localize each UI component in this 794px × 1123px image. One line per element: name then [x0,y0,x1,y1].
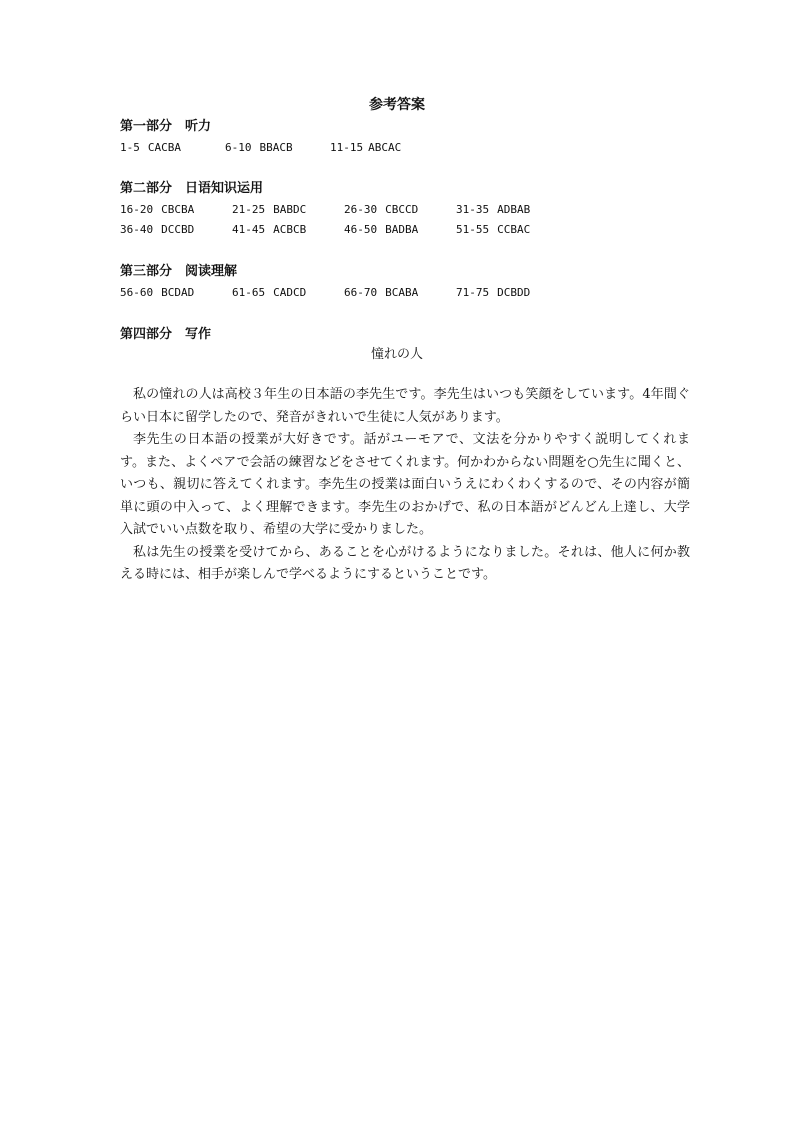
answer-group [120,283,232,303]
answer-group [330,138,401,158]
section-heading: 第四部分 写作 [120,327,212,342]
question-range: 56-60 [120,286,154,299]
answer-group [344,220,456,240]
answer-key: CADCD [273,286,307,299]
answer-group [344,283,456,303]
answer-line [120,200,690,220]
essay-paragraph: 私は先生の授業を受けてから、あることを心がけるようになりました。それは、他人に何か教える時には、相手が楽しんで学べるようにするということです。 [120,544,690,582]
question-range: 46-50 [344,223,378,236]
question-range: 51-55 [456,223,490,236]
answer-key: ACBCB [273,223,307,236]
answer-group [225,138,330,158]
answer-key: CBCCD [385,203,419,216]
essay-body [120,384,690,587]
section-reading [120,263,690,303]
question-range: 21-25 [232,203,266,216]
answer-group [120,200,232,220]
section-language-knowledge [120,180,690,240]
question-range: 16-20 [120,203,154,216]
question-range: 66-70 [344,286,378,299]
answer-key: BABDC [273,203,307,216]
question-range: 41-45 [232,223,266,236]
answer-key: CBCBA [161,203,195,216]
question-range: 11-15 [330,141,364,154]
document-title: 参考答案 [369,97,425,113]
essay-paragraph: 李先生の日本語の授業が大好きです。話がユーモアで、文法を分かりやすく説明してくれます。また、よくペアで会話の練習などをさせてくれます。何かわからない問題を○先生に聞くと、いつも、親切に答えてくれます。李先生の授業は面白いうえにわくわくするので、その内容が簡単に頭の中入って、よく理解できます。李先生のおかげで、私の日本語がどんどん上達し、大学入試でいい点数を取り、希望の大学に受かりました。 [120,432,690,537]
answer-key: DCBDD [497,286,531,299]
question-range: 26-30 [344,203,378,216]
answer-key: ADBAB [497,203,531,216]
answer-group [232,220,344,240]
essay-title: 憧れの人 [370,347,423,362]
section-heading: 第一部分 听力 [120,119,212,134]
answer-line [120,220,690,240]
answer-key: DCCBD [161,223,195,236]
answer-group [456,220,568,240]
section-heading: 第三部分 阅读理解 [120,264,238,279]
question-range: 36-40 [120,223,154,236]
answer-line [120,138,690,158]
answer-key: ABCAC [368,141,402,154]
essay-paragraph: 私の憧れの人は高校３年生の日本語の李先生です。李先生はいつも笑顔をしています。4年間ぐらい日本に留学したので、発音がきれいで生徒に人気があります。 [120,387,690,425]
answer-key: BADBA [385,223,419,236]
question-range: 1-5 [120,141,140,154]
section-writing [120,326,690,346]
answer-key: BCDAD [161,286,195,299]
answer-line [120,283,690,303]
answer-group [120,220,232,240]
answer-key: BBACB [259,141,293,154]
answer-group [232,200,344,220]
section-heading: 第二部分 日语知识运用 [120,181,264,196]
answer-group [456,283,568,303]
question-range: 31-35 [456,203,490,216]
answer-key: CCBAC [497,223,531,236]
section-listening [120,118,690,158]
answer-key: BCABA [385,286,419,299]
answer-group [232,283,344,303]
question-range: 71-75 [456,286,490,299]
answer-group [120,138,225,158]
answer-group [344,200,456,220]
question-range: 61-65 [232,286,266,299]
answer-group [456,200,568,220]
question-range: 6-10 [225,141,252,154]
answer-key: CACBA [147,141,181,154]
